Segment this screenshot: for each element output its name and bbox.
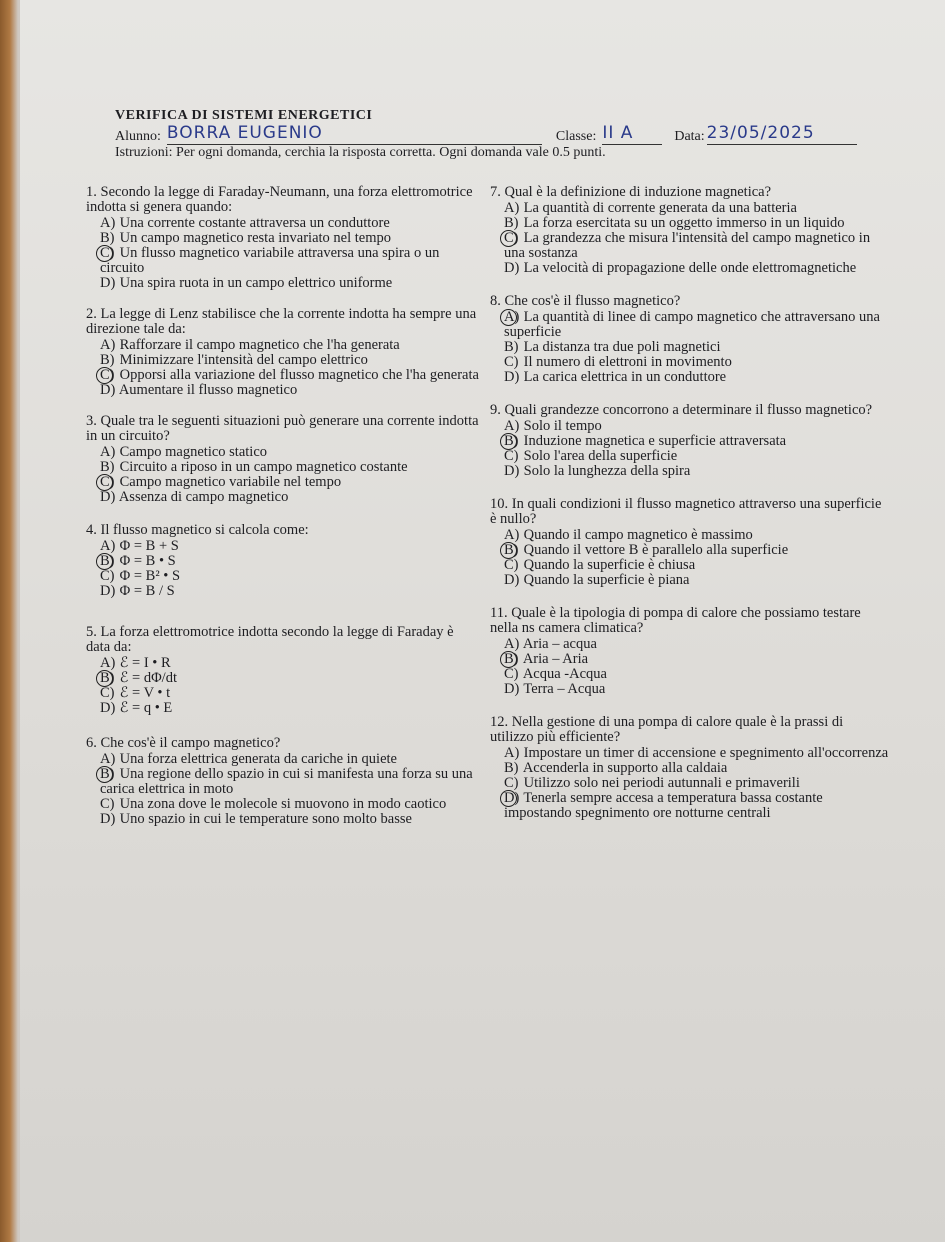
option-letter: A): [504, 636, 520, 652]
answer-option[interactable]: [86, 686, 481, 701]
answer-option[interactable]: [490, 776, 890, 791]
answer-option[interactable]: [86, 569, 481, 584]
answer-option[interactable]: [86, 445, 481, 460]
question-stem: 6. Che cos'è il campo magnetico?: [86, 735, 281, 751]
test-header: [115, 108, 895, 161]
answer-option[interactable]: [86, 752, 481, 767]
answer-option[interactable]: [490, 355, 890, 370]
answer-option-circled[interactable]: [86, 246, 481, 276]
option-letter: D): [100, 275, 116, 291]
option-text: ℰ = dΦ/dt: [116, 670, 177, 686]
question-stem: 11. Quale è la tipologia di pompa di calore che possiamo testare nella ns camera climatica?: [490, 605, 861, 636]
answer-option[interactable]: [86, 216, 481, 231]
answer-option[interactable]: [490, 528, 890, 543]
option-text: Quando il campo magnetico è massimo: [520, 527, 753, 543]
option-text: Quando la superficie è piana: [520, 572, 690, 588]
student-label: Alunno:: [115, 128, 161, 144]
answer-option[interactable]: [490, 682, 890, 697]
option-text: Impostare un timer di accensione e spegnimento all'occorrenza: [520, 745, 889, 761]
question-block: [86, 414, 481, 505]
question-stem: 1. Secondo la legge di Faraday-Neumann, una forza elettromotrice indotta si genera quando:: [86, 184, 473, 215]
answer-option[interactable]: [86, 539, 481, 554]
option-letter: A): [100, 655, 116, 671]
answer-option[interactable]: [86, 353, 481, 368]
instructions: Istruzioni: Per ogni domanda, cerchia la risposta corretta. Ogni domanda vale 0.5 punti.: [115, 144, 606, 160]
option-text: Il numero di elettroni in movimento: [520, 354, 732, 370]
option-letter: A): [504, 527, 520, 543]
question-block: [86, 523, 481, 599]
questions-left-column: [86, 185, 481, 827]
option-letter: D): [504, 572, 520, 588]
option-letter: C): [100, 474, 115, 490]
option-text: Tenerla sempre accesa a temperatura bassa costante impostando spegnimento ore notturne centrali: [504, 790, 823, 821]
answer-option-circled[interactable]: [86, 671, 481, 686]
option-letter: B): [504, 215, 519, 231]
option-text: Assenza di campo magnetico: [116, 489, 289, 505]
answer-option-circled[interactable]: [490, 310, 890, 340]
student-name-field[interactable]: [167, 124, 542, 145]
answer-option[interactable]: [86, 701, 481, 716]
question-stem: 7. Qual è la definizione di induzione magnetica?: [490, 184, 772, 200]
question-stem: 9. Quali grandezze concorrono a determinare il flusso magnetico?: [490, 402, 873, 418]
class-field[interactable]: [602, 124, 662, 145]
option-letter: A): [100, 337, 116, 353]
option-text: ℰ = V • t: [116, 685, 171, 701]
option-text: Φ = B² • S: [116, 568, 181, 584]
date-label: Data:: [674, 128, 705, 144]
option-text: La carica elettrica in un conduttore: [520, 369, 727, 385]
option-text: La quantità di linee di campo magnetico che attraversano una superficie: [504, 309, 880, 340]
questions-right-column: [490, 185, 890, 821]
answer-option[interactable]: [86, 812, 481, 827]
answer-option[interactable]: [86, 584, 481, 599]
option-text: Aumentare il flusso magnetico: [116, 382, 298, 398]
answer-option-circled[interactable]: [86, 475, 481, 490]
option-text: Terra – Acqua: [520, 681, 606, 697]
answer-option[interactable]: [490, 419, 890, 434]
question-stem: 5. La forza elettromotrice indotta secondo la legge di Faraday è data da:: [86, 624, 454, 655]
option-letter: A): [100, 751, 116, 767]
option-text: Acqua -Acqua: [520, 666, 607, 682]
option-letter: C): [504, 557, 519, 573]
date-value: 23/05/2025: [706, 123, 815, 144]
answer-option[interactable]: [490, 667, 890, 682]
option-letter: A): [504, 745, 520, 761]
answer-option[interactable]: [490, 761, 890, 776]
answer-option[interactable]: [86, 797, 481, 812]
date-field[interactable]: [707, 124, 857, 145]
answer-option[interactable]: [490, 261, 890, 276]
option-letter: B): [504, 760, 519, 776]
answer-option-circled[interactable]: [86, 554, 481, 569]
option-text: Φ = B + S: [116, 538, 179, 554]
option-text: ℰ = q • E: [116, 700, 173, 716]
option-text: Una zona dove le molecole si muovono in modo caotico: [116, 796, 447, 812]
option-letter: D): [100, 489, 116, 505]
option-text: Quando il vettore B è parallelo alla superficie: [520, 542, 789, 558]
option-text: ℰ = I • R: [116, 655, 171, 671]
answer-option[interactable]: [490, 558, 890, 573]
option-letter: B): [504, 542, 519, 558]
class-label: Classe:: [555, 128, 597, 144]
question-stem: 4. Il flusso magnetico si calcola come:: [86, 522, 309, 538]
question-stem: 8. Che cos'è il flusso magnetico?: [490, 293, 681, 309]
answer-option[interactable]: [86, 490, 481, 505]
answer-option-circled[interactable]: [490, 543, 890, 558]
option-letter: B): [100, 766, 115, 782]
question-block: [490, 606, 890, 697]
option-letter: D): [100, 583, 116, 599]
option-text: Aria – acqua: [520, 636, 597, 652]
answer-option[interactable]: [490, 449, 890, 464]
option-text: Una corrente costante attraversa un conduttore: [116, 215, 390, 231]
option-letter: B): [100, 553, 115, 569]
option-letter: A): [100, 215, 116, 231]
answer-option[interactable]: [490, 573, 890, 588]
option-text: La quantità di corrente generata da una batteria: [520, 200, 797, 216]
answer-option[interactable]: [86, 338, 481, 353]
option-text: La grandezza che misura l'intensità del campo magnetico in una sostanza: [504, 230, 871, 261]
question-stem: 3. Quale tra le seguenti situazioni può generare una corrente indotta in un circuito?: [86, 413, 479, 444]
option-text: Aria – Aria: [520, 651, 589, 667]
answer-option-circled[interactable]: [86, 767, 481, 797]
option-text: La distanza tra due poli magnetici: [520, 339, 721, 355]
option-text: Φ = B • S: [116, 553, 176, 569]
answer-option[interactable]: [86, 383, 481, 398]
option-letter: C): [504, 230, 519, 246]
option-text: Solo il tempo: [520, 418, 602, 434]
option-text: Solo l'area della superficie: [520, 448, 678, 464]
option-letter: A): [504, 418, 520, 434]
option-text: Accenderla in supporto alla caldaia: [520, 760, 728, 776]
answer-option[interactable]: [490, 370, 890, 385]
answer-option[interactable]: [86, 460, 481, 475]
student-name-value: BORRA EUGENIO: [166, 123, 323, 144]
option-text: Un flusso magnetico variabile attraversa una spira o un circuito: [100, 245, 440, 276]
question-block: [490, 715, 890, 821]
option-letter: B): [504, 339, 519, 355]
option-letter: C): [504, 775, 519, 791]
option-letter: C): [504, 666, 519, 682]
answer-option[interactable]: [86, 276, 481, 291]
answer-option-circled[interactable]: [86, 368, 481, 383]
option-text: Φ = B / S: [116, 583, 175, 599]
option-letter: B): [504, 433, 519, 449]
option-text: Una regione dello spazio in cui si manifesta una forza su una carica elettrica in moto: [100, 766, 473, 797]
student-info-row: [115, 124, 895, 145]
question-block: [490, 497, 890, 588]
option-letter: B): [100, 670, 115, 686]
option-letter: B): [504, 651, 519, 667]
option-text: Opporsi alla variazione del flusso magnetico che l'ha generata: [116, 367, 479, 383]
question-block: [86, 185, 481, 291]
option-letter: D): [100, 382, 116, 398]
option-letter: C): [100, 685, 115, 701]
class-value: II A: [602, 123, 634, 144]
option-text: Campo magnetico variabile nel tempo: [116, 474, 342, 490]
option-text: La forza esercitata su un oggetto immerso in un liquido: [520, 215, 845, 231]
option-text: Una forza elettrica generata da cariche in quiete: [116, 751, 397, 767]
answer-option-circled[interactable]: [490, 434, 890, 449]
option-text: Solo la lunghezza della spira: [520, 463, 691, 479]
option-letter: D): [504, 681, 520, 697]
option-text: Campo magnetico statico: [116, 444, 268, 460]
answer-option[interactable]: [490, 746, 890, 761]
option-letter: C): [100, 796, 115, 812]
option-letter: C): [100, 245, 115, 261]
option-letter: D): [504, 463, 520, 479]
question-stem: 10. In quali condizioni il flusso magnetico attraverso una superficie è nullo?: [490, 496, 882, 527]
option-letter: C): [100, 367, 115, 383]
option-letter: C): [504, 448, 519, 464]
question-block: [86, 625, 481, 716]
option-letter: A): [504, 309, 520, 325]
option-letter: A): [100, 538, 116, 554]
question-block: [86, 736, 481, 827]
question-block: [490, 185, 890, 276]
option-letter: D): [100, 811, 116, 827]
option-letter: D): [100, 700, 116, 716]
option-letter: D): [504, 369, 520, 385]
answer-option-circled[interactable]: [490, 652, 890, 667]
question-block: [490, 294, 890, 385]
answer-option[interactable]: [86, 656, 481, 671]
option-text: Quando la superficie è chiusa: [520, 557, 696, 573]
option-text: Utilizzo solo nei periodi autunnali e primaverili: [520, 775, 800, 791]
option-text: Una spira ruota in un campo elettrico uniforme: [116, 275, 393, 291]
option-letter: C): [100, 568, 115, 584]
option-text: La velocità di propagazione delle onde elettromagnetiche: [520, 260, 857, 276]
option-text: Circuito a riposo in un campo magnetico costante: [116, 459, 408, 475]
option-letter: B): [100, 230, 115, 246]
answer-option[interactable]: [490, 201, 890, 216]
option-text: Induzione magnetica e superficie attraversata: [520, 433, 787, 449]
answer-option[interactable]: [86, 231, 481, 246]
option-text: Un campo magnetico resta invariato nel tempo: [116, 230, 392, 246]
answer-option[interactable]: [490, 340, 890, 355]
question-block: [86, 307, 481, 398]
test-title: VERIFICA DI SISTEMI ENERGETICI: [115, 108, 373, 123]
option-letter: B): [100, 459, 115, 475]
option-text: Rafforzare il campo magnetico che l'ha generata: [116, 337, 400, 353]
answer-option[interactable]: [490, 637, 890, 652]
question-stem: 2. La legge di Lenz stabilisce che la corrente indotta ha sempre una direzione tale da:: [86, 306, 477, 337]
option-letter: A): [100, 444, 116, 460]
question-stem: 12. Nella gestione di una pompa di calore quale è la prassi di utilizzo più efficiente?: [490, 714, 844, 745]
answer-option-circled[interactable]: [490, 231, 890, 261]
option-letter: B): [100, 352, 115, 368]
answer-option-circled[interactable]: [490, 791, 890, 821]
option-text: Uno spazio in cui le temperature sono molto basse: [116, 811, 412, 827]
question-block: [490, 403, 890, 479]
option-letter: A): [504, 200, 520, 216]
option-letter: C): [504, 354, 519, 370]
answer-option[interactable]: [490, 216, 890, 231]
option-text: Minimizzare l'intensità del campo elettrico: [116, 352, 368, 368]
option-letter: D): [504, 790, 520, 806]
answer-option[interactable]: [490, 464, 890, 479]
option-letter: D): [504, 260, 520, 276]
